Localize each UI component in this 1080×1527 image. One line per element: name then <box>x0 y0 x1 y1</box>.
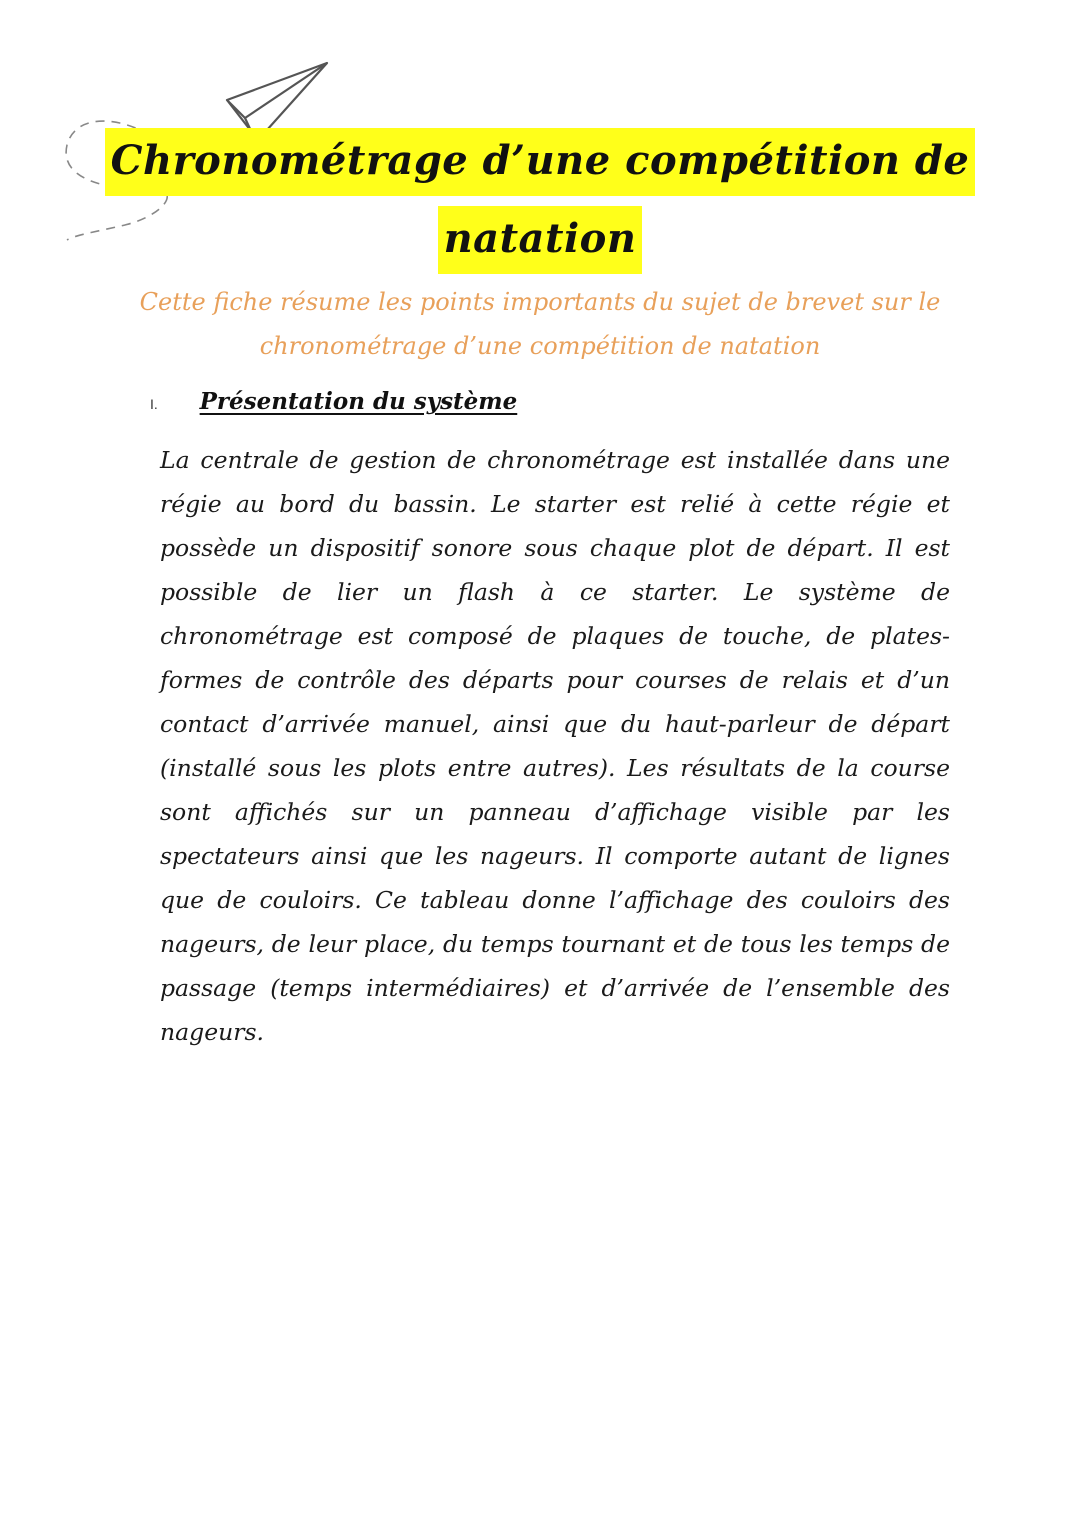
title-line-2: natation <box>438 206 643 274</box>
section-body: La centrale de gestion de chronométrage est installée dans une régie au bord du bassin. Le starter est relié à cette régie et possède un dispositif sonore sous chaque plot de départ. Il est possible de lier un flash à ce starter. Le système de chronométrage est composé de plaques de touche, de plates-formes de contrôle des départs pour courses de relais et d’un contact d’arrivée manuel, ainsi que du haut-parleur de départ (installé sous les plots entre autres). Les résultats de la course sont affichés sur un panneau d’affichage visible par les spectateurs ainsi que les nageurs. Il comporte autant de lignes que de couloirs. Ce tableau donne l’affichage des couloirs des nageurs, de leur place, du temps tournant et de tous les temps de passage (temps intermédiaires) et d’arrivée de l’ensemble des nageurs. <box>160 446 950 1046</box>
section-title: Présentation du système <box>199 388 518 415</box>
title-line-1: Chronométrage d’une compétition de <box>105 128 976 196</box>
page-title <box>0 128 1080 274</box>
section-heading <box>150 383 517 422</box>
section-number: I. <box>150 396 158 412</box>
subtitle: Cette fiche résume les points importants du sujet de brevet sur le chronométrage d’une compétition de natation <box>139 288 941 360</box>
